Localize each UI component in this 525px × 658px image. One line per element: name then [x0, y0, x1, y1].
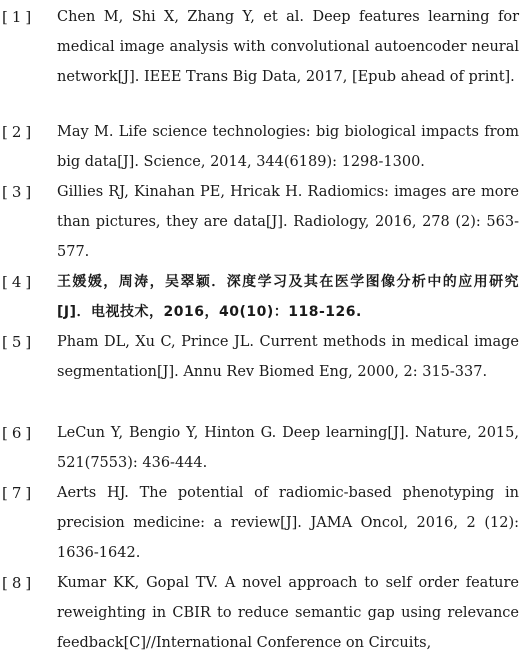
reference-number: [5] [2, 333, 36, 351]
reference-text: 王媛媛，周涛，吴翠颖．深度学习及其在医学图像分析中的应用研究[J]．电视技术，2016，40(10)：118-126. [57, 274, 519, 320]
reference-text: May M. Life science technologies: big biological impacts from big data[J]. Science, 2014, 344(6189): 1298-1300. [57, 124, 519, 170]
reference-number: [1] [2, 8, 36, 26]
reference-text: Kumar KK, Gopal TV. A novel approach to self order feature reweighting in CBIR to reduce semantic gap using relevance feedback[C]//International Conference on Circuits, [57, 575, 519, 651]
reference-number: [3] [2, 183, 36, 201]
reference-text: Pham DL, Xu C, Prince JL. Current methods in medical image segmentation[J]. Annu Rev Biomed Eng, 2000, 2: 315-337. [57, 334, 519, 380]
reference-text: LeCun Y, Bengio Y, Hinton G. Deep learning[J]. Nature, 2015, 521(7553): 436-444. [57, 425, 519, 471]
reference-number: [8] [2, 574, 36, 592]
reference-number: [6] [2, 424, 36, 442]
reference-number: [4] [2, 273, 36, 291]
reference-number: [7] [2, 484, 36, 502]
reference-text: Gillies RJ, Kinahan PE, Hricak H. Radiomics: images are more than pictures, they are data[J]. Radiology, 2016, 278 (2): 563-577. [57, 184, 519, 260]
reference-number: [2] [2, 123, 36, 141]
reference-text: Aerts HJ. The potential of radiomic-based phenotyping in precision medicine: a review[J]. JAMA Oncol, 2016, 2 (12): 1636-1642. [57, 485, 519, 561]
reference-text: Chen M, Shi X, Zhang Y, et al. Deep features learning for medical image analysis with convolutional autoencoder neural network[J]. IEEE Trans Big Data, 2017, [Epub ahead of print]. [57, 9, 519, 85]
